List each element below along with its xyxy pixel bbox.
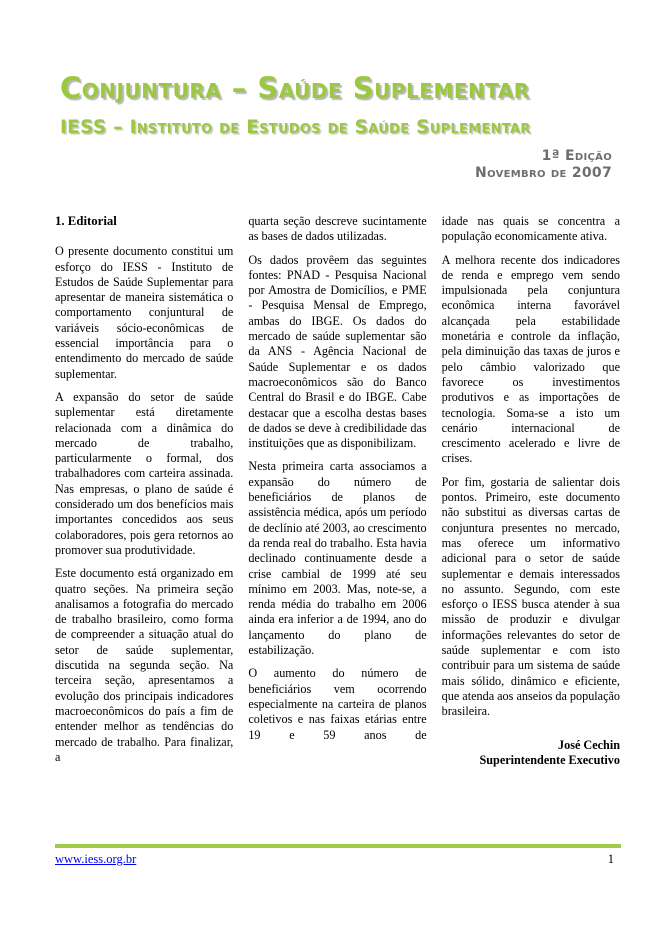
- edition-date: Novembro de 2007: [475, 165, 612, 181]
- paragraph: Este documento está organizado em quatro seções. Na primeira seção analisamos a fotografia do mercado de trabalho brasileiro, como forma de compreender a situação atual do setor de saúde suplementar, discutida na segunda seção. Na terceira seção, apresentamos a evolução dos principais indicadores macroeconômicos do país a fim de entender melhor as tendências do mercado de trabalho. Para finalizar, a: [55, 566, 234, 764]
- signature-block: [442, 738, 620, 769]
- paragraph: O presente documento constitui um esforço do IESS - Instituto de Estudos de Saúde Suplementar para apresentar de maneira sistemática o comportamento conjuntural de variáveis sócio-econômicas de essencial importância para o entendimento do mercado de saúde suplementar.: [55, 244, 234, 381]
- editorial-body: [55, 214, 620, 773]
- paragraph: O aumento do número de beneficiários vem ocorrendo especialmente na carteira de planos coletivos e nas faixas etárias entre 19 e 59 anos de: [248, 666, 427, 742]
- editorial-heading: 1. Editorial: [55, 214, 117, 228]
- signature-role: Superintendente Executivo: [479, 753, 620, 768]
- header: [60, 72, 612, 182]
- page-title: Conjuntura – Saúde Suplementar: [60, 71, 530, 105]
- paragraph: idade nas quais se concentra a população economicamente ativa.: [441, 214, 620, 244]
- website-link[interactable]: www.iess.org.br: [55, 852, 137, 866]
- footer-divider: [55, 844, 621, 848]
- paragraph: Os dados provêem das seguintes fontes: PNAD - Pesquisa Nacional por Amostra de Domicílios, e PME - Pesquisa Mensal de Emprego, ambas do IBGE. Os dados do mercado de saúde suplementar são da ANS - Agência Nacional de Saúde Suplementar e os dados macroeconômicos são do Banco Central do Brasil e do IBGE. Cabe destacar que a escolha destas bases de dados se deve à credibilidade das instituições que as disponibilizam.: [248, 252, 427, 451]
- column-1: [55, 214, 233, 773]
- paragraph: Por fim, gostaria de salientar dois pontos. Primeiro, este documento não substitui as diversas cartas de conjuntura presentes no mercado, mas oferece um informativo adicional para o setor de saúde suplementar e demais interessados no assunto. Segundo, com este esforço o IESS busca atender à sua missão de produzir e divulgar informações relevantes do setor de saúde suplementar e com isto contribuir para um sistema de saúde mais sólido, dinâmico e eficiente, que atenda aos anseios da população brasileira.: [441, 474, 620, 719]
- edition-label: 1ª Edição: [541, 148, 612, 164]
- column-3: [442, 214, 620, 773]
- page-subtitle: IESS – Instituto de Estudos de Saúde Suplementar: [60, 117, 531, 138]
- column-2: [248, 214, 426, 773]
- signature-name: José Cechin: [558, 737, 620, 752]
- paragraph: A expansão do setor de saúde suplementar está diretamente relacionada com a dinâmica do mercado de trabalho, particularmente o formal, dos trabalhadores com carteira assinada. Nas empresas, o plano de saúde é considerado um dos benefícios mais importantes concedidos aos seus colaboradores, pois gera retornos ao promover sua produtividade.: [55, 389, 234, 557]
- paragraph: A melhora recente dos indicadores de renda e emprego vem sendo impulsionada pela conjuntura econômica interna favorável alcançada pela estabilidade monetária e controle da inflação, pela diminuição das taxas de juros e pelo câmbio valorizado que favorece os investimentos produtivos e as importações de tecnologia. Soma-se a isto um cenário internacional de crescimento acelerado e livre de crises.: [441, 252, 620, 466]
- paragraph: Nesta primeira carta associamos a expansão do número de beneficiários de planos de assistência médica, após um período de declínio até 2003, ao crescimento da renda real do trabalho. Esta havia declinado continuamente desde a crise cambial de 1999 até seu mínimo em 2003. Mas, note-se, a renda média do trabalho em 2006 ainda era inferior a de 1994, ano do lançamento do plano de estabilização.: [248, 459, 427, 658]
- page-number: 1: [607, 852, 614, 866]
- paragraph: quarta seção descreve sucintamente as bases de dados utilizadas.: [248, 214, 427, 244]
- edition-block: [60, 148, 612, 182]
